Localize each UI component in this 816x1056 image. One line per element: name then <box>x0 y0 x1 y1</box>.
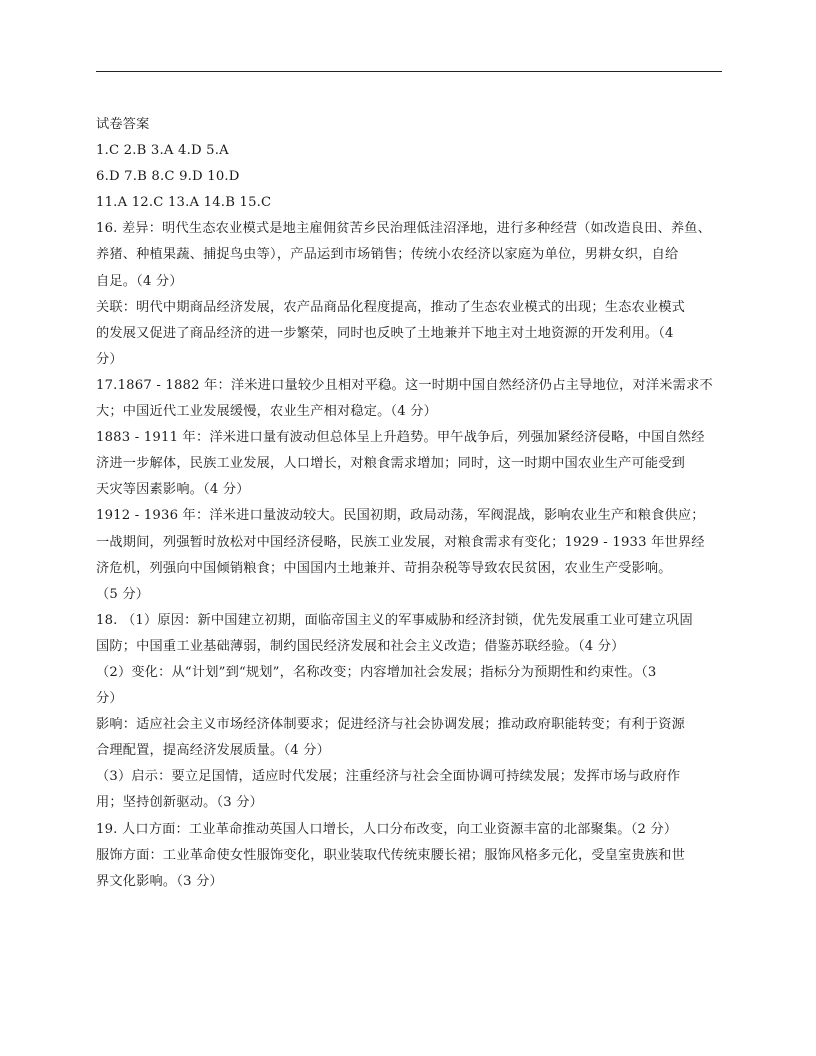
q16-line-2: 养猪、种植果蔬、捕捉鸟虫等），产品运到市场销售；传统小农经济以家庭为单位，男耕女织，自给 <box>96 247 679 263</box>
q19-line-2: 服饰方面：工业革命使女性服饰变化，职业装取代传统束腰长裙；服饰风格多元化，受皇室贵族和世 <box>96 847 686 863</box>
q18-line-2: 国防；中国重工业基础薄弱，制约国民经济发展和社会主义改造；借鉴苏联经验。（4 分） <box>96 638 625 654</box>
mc-answers-1-5: 1.C 2.B 3.A 4.D 5.A <box>96 143 229 159</box>
q16-line-5: 的发展又促进了商品经济的进一步繁荣，同时也反映了土地兼并下地主对土地资源的开发利用。（4 <box>96 325 674 341</box>
q16-line-3: 自足。（4 分） <box>96 273 183 289</box>
q16-line-1: 16. 差异：明代生态农业模式是地主雇佣贫苦乡民治理低洼沼泽地，进行多种经营（如改造良田、养鱼、 <box>96 221 712 237</box>
q18-line-1: 18. （1）原因：新中国建立初期，面临帝国主义的军事威胁和经济封锁，优先发展重工业可建立巩固 <box>96 612 693 628</box>
answer-key <box>96 112 736 895</box>
q17-line-4: 济进一步解体，民族工业发展，人口增长，对粮食需求增加；同时，这一时期中国农业生产可能受到 <box>96 456 686 472</box>
header-rule <box>96 71 722 72</box>
q17-line-7: 一战期间，列强暂时放松对中国经济侵略，民族工业发展，对粮食需求有变化；1929 - 1933 年世界经 <box>96 534 705 550</box>
q18-line-5: 影响：适应社会主义市场经济体制要求；促进经济与社会协调发展；推动政府职能转变；有利于资源 <box>96 717 686 733</box>
q18-line-3: （2）变化：从“计划”到“规划”，名称改变；内容增加社会发展；指标分为预期性和约束性。（3 <box>96 664 657 680</box>
section-title: 试卷答案 <box>96 117 150 132</box>
q17-line-8: 济危机，列强向中国倾销粮食；中国国内土地兼并、苛捐杂税等导致农民贫困，农业生产受影响。 <box>96 560 672 576</box>
mc-answers-6-10: 6.D 7.B 8.C 9.D 10.D <box>96 169 240 185</box>
q17-line-9: （5 分） <box>96 586 150 602</box>
q19-line-1: 19. 人口方面：工业革命推动英国人口增长，人口分布改变，向工业资源丰富的北部聚集。（2 分） <box>96 821 678 837</box>
mc-answers-11-15: 11.A 12.C 13.A 14.B 15.C <box>96 195 272 211</box>
q18-line-8: 用；坚持创新驱动。（3 分） <box>96 795 264 811</box>
q17-line-3: 1883 - 1911 年：洋米进口量有波动但总体呈上升趋势。甲午战争后，列强加紧经济侵略，中国自然经 <box>96 430 705 446</box>
q18-line-6: 合理配置，提高经济发展质量。（4 分） <box>96 743 330 759</box>
q17-line-6: 1912 - 1936 年：洋米进口量波动较大。民国初期，政局动荡，军阀混战，影响农业生产和粮食供应； <box>96 508 705 524</box>
q18-line-4: 分） <box>96 691 123 707</box>
q19-line-3: 界文化影响。（3 分） <box>96 873 223 889</box>
q17-line-5: 天灾等因素影响。（4 分） <box>96 482 250 498</box>
q18-line-7: （3）启示：要立足国情，适应时代发展；注重经济与社会全面协调可持续发展；发挥市场与政府作 <box>96 769 681 785</box>
q17-line-2: 大；中国近代工业发展缓慢，农业生产相对稳定。（4 分） <box>96 404 438 420</box>
q16-line-4: 关联：明代中期商品经济发展，农产品商品化程度提高，推动了生态农业模式的出现；生态农业模式 <box>96 299 686 315</box>
q16-line-6: 分） <box>96 351 123 367</box>
q17-line-1: 17.1867 - 1882 年：洋米进口量较少且相对平稳。这一时期中国自然经济仍占主导地位，对洋米需求不 <box>96 377 713 393</box>
